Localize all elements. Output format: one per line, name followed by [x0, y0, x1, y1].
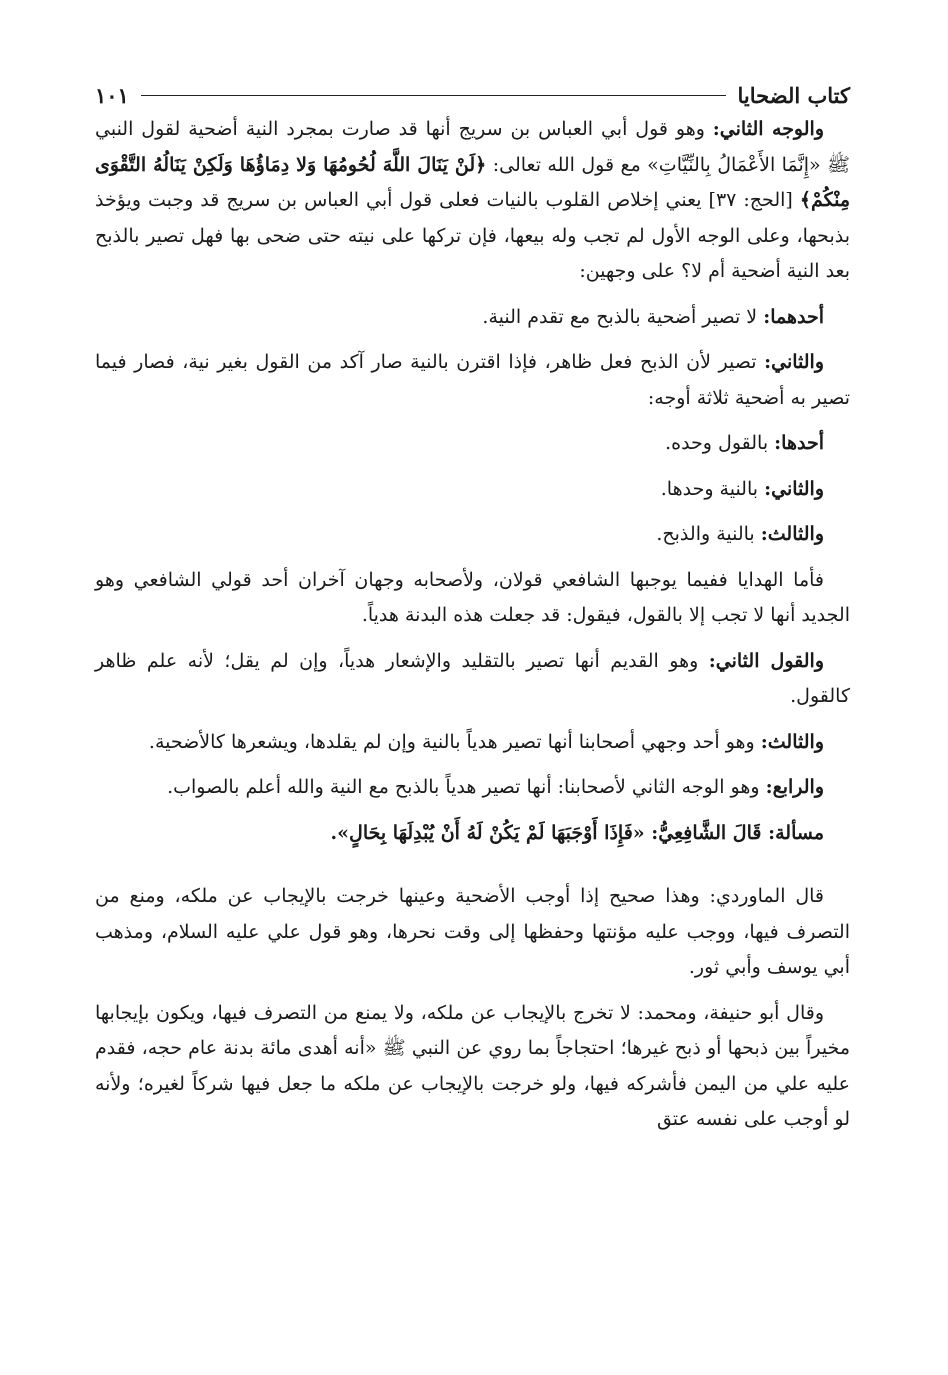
- paragraph-lead: والقول الثاني:: [708, 649, 824, 672]
- paragraph-lead: أحدهما:: [763, 305, 824, 328]
- paragraph-text: تصير لأن الذبح فعل ظاهر، فإذا اقترن بالنية صار آكد من القول بغير نية، فصار فيما تصير به أضحية ثلاثة أوجه:: [95, 351, 850, 409]
- section-gap: [95, 861, 850, 879]
- paragraph-text: وهو الوجه الثاني لأصحابنا: أنها تصير هدياً بالذبح مع النية والله أعلم بالصواب.: [167, 776, 766, 798]
- paragraph-lead: مسألة: قَالَ الشَّافِعِيُّ:: [651, 821, 824, 844]
- header-rule: [141, 95, 726, 96]
- paragraph-text: وهو أحد وجهي أصحابنا أنها تصير هدياً بالنية وإن لم يقلدها، ويشعرها كالأضحية.: [148, 730, 761, 753]
- paragraph-text: وهو قول أبي العباس بن سريج أنها قد صارت بمجرد النية أضحية لقول النبي ﷺ «إِنَّمَا الأَعْمَالُ بِالنِّيَّاتِ» مع قول الله تعالى:: [95, 118, 850, 176]
- paragraph: [95, 996, 850, 1138]
- paragraph-text: «فَإِذَا أَوْجَبَهَا لَمْ يَكُنْ لَهُ أَنْ يُبْدِلَهَا بِحَالٍ».: [330, 821, 652, 844]
- paragraph: [95, 300, 850, 336]
- paragraph-lead: والوجه الثاني:: [712, 118, 824, 140]
- paragraph-text: بالنية والذبح.: [656, 523, 761, 545]
- body-text: [95, 112, 850, 1138]
- paragraph-lead: والثاني:: [764, 477, 824, 500]
- paragraph-text: بالقول وحده.: [665, 432, 775, 454]
- paragraph-lead: والثالث:: [760, 730, 824, 753]
- paragraph: [95, 563, 850, 634]
- paragraph-text: بالنية وحدها.: [660, 477, 765, 500]
- paragraph: [95, 472, 850, 508]
- running-header: [95, 78, 850, 112]
- paragraph-lead: والثالث:: [760, 523, 824, 545]
- paragraph: [95, 345, 850, 416]
- paragraph: [95, 517, 850, 553]
- paragraph-text: لا تصير أضحية بالذبح مع تقدم النية.: [482, 305, 764, 328]
- paragraph-text: فأما الهدايا ففيما يوجبها الشافعي قولان، ولأصحابه وجهان آخران أحد قولي الشافعي وهو الجديد أنها لا تجب إلا بالقول، فيقول: قد جعلت هذه البدنة هدياً.: [95, 568, 850, 626]
- paragraph-lead: والثاني:: [764, 351, 824, 373]
- paragraph: [95, 426, 850, 462]
- paragraph: [95, 725, 850, 761]
- quran-verse: ﴿لَنْ يَنَالَ اللَّهَ لُحُومُهَا وَلا دِمَاؤُهَا وَلَكِنْ يَنَالُهُ التَّقْوَى مِنْكُمْ﴾: [95, 153, 850, 211]
- paragraph: [95, 644, 850, 715]
- book-title: كتاب الضحايا: [737, 82, 850, 108]
- paragraph-lead: والرابع:: [765, 776, 824, 798]
- masala-heading: [95, 816, 850, 852]
- paragraph: [95, 879, 850, 986]
- page-number: ١٠١: [95, 82, 129, 108]
- paragraph-text: وهو القديم أنها تصير بالتقليد والإشعار هدياً، وإن لم يقل؛ لأنه علم ظاهر كالقول.: [95, 649, 850, 707]
- paragraph-lead: أحدها:: [774, 432, 824, 454]
- paragraph-text: قال الماوردي: وهذا صحيح إذا أوجب الأضحية وعينها خرجت بالإيجاب عن ملكه، ومنع من التصرف فيها، ووجب عليه مؤنتها وحفظها إلى وقت نحرها، وهو قول علي عليه السلام، ومذهب أبي يوسف وأبي ثور.: [95, 885, 850, 978]
- paragraph-tail: [الحج: ٣٧] يعني إخلاص القلوب بالنيات فعلى قول أبي العباس بن سريج قد وجبت ويؤخذ بذبحها، وعلى الوجه الأول لم تجب وله بيعها، فإن تركها على نيته حتى ضحى بها فهل تصير بالذبح بعد النية أضحية أم لا؟ على وجهين:: [95, 189, 850, 282]
- page: [95, 78, 850, 1148]
- paragraph: [95, 112, 850, 290]
- paragraph-text: وقال أبو حنيفة، ومحمد: لا تخرج بالإيجاب عن ملكه، ولا يمنع من التصرف فيها، ويكون بإيجابها مخيراً بين ذبحها أو ذبح غيرها؛ احتجاجاً بما روي عن النبي ﷺ «أنه أهدى مائة بدنة عام حجه، فقدم عليه علي من اليمن فأشركه فيها، ولو خرجت بالإيجاب عن ملكه ما جعل فيها شركاً لغيره؛ ولأنه لو أوجب على نفسه عتق: [95, 1001, 850, 1130]
- paragraph: [95, 770, 850, 806]
